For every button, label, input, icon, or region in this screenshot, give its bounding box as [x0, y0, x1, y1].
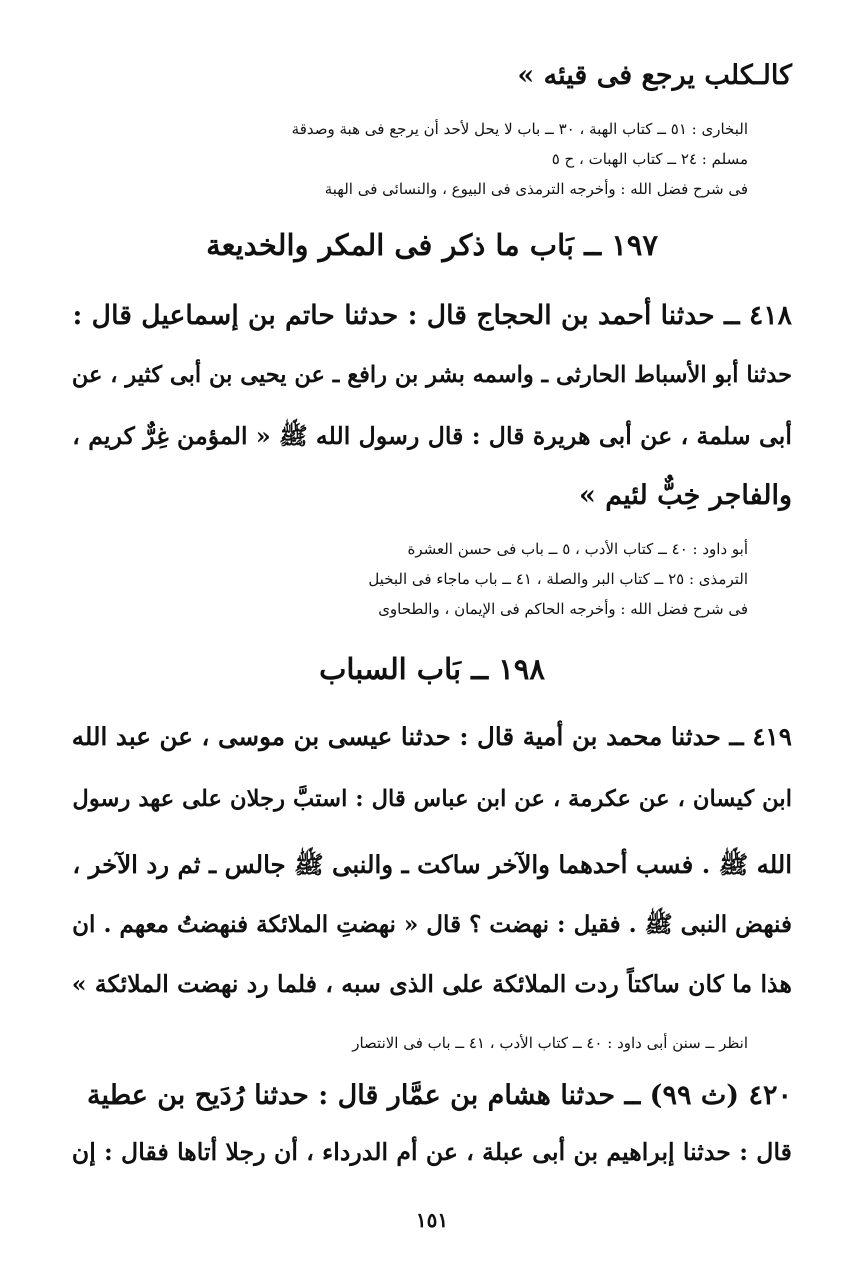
chapter-heading: ١٩٨ ــ بَاب السباب [319, 652, 545, 686]
text-line: حدثنا أبو الأسباط الحارثى ـ واسمه بشر بن رافع ـ عن يحيى بن أبى كثير ، عن [71, 362, 792, 388]
footnote-line: انظر ــ سنن أبى داود : ٤٠ ــ كتاب الأدب ، ٤١ ــ باب فى الانتصار [352, 1034, 748, 1052]
text-line: أبى سلمة ، عن أبى هريرة قال : قال رسول الله ﷺ « المؤمن غِرٌّ كريم ، [72, 422, 792, 450]
footnote-line: البخارى : ٥١ ــ كتاب الهبة ، ٣٠ ــ باب لا يحل لأحد أن يرجع فى هبة وصدقة [291, 120, 748, 138]
page-number: ١٥١ [415, 1208, 449, 1232]
footnote-line: مسلم : ٢٤ ــ كتاب الهبات ، ح ٥ [551, 150, 748, 168]
footnote-line: فى شرح فضل الله : وأخرجه الترمذى فى البيوع ، والنسائى فى الهبة [324, 180, 748, 198]
text-line: قال : حدثنا إبراهيم بن أبى عبلة ، عن أم الدرداء ، أن رجلا أتاها فقال : إن [71, 1138, 792, 1166]
text-line: ابن كيسان ، عن عكرمة ، عن ابن عباس قال : استبَّ رجلان على عهد رسول [72, 786, 792, 812]
footnote-line: الترمذى : ٢٥ ــ كتاب البر والصلة ، ٤١ ــ باب ماجاء فى البخيل [368, 570, 748, 588]
footnote-line: أبو داود : ٤٠ ــ كتاب الأدب ، ٥ ــ باب فى حسن العشرة [407, 540, 748, 558]
text-line: هذا ما كان ساكتاً ردت الملائكة على الذى سبه ، فلما رد نهضت الملائكة » [71, 970, 792, 998]
text-line: ٤١٩ ــ حدثنا محمد بن أمية قال : حدثنا عيسى بن موسى ، عن عبد الله [71, 722, 792, 751]
text-line: الله ﷺ . فسب أحدهما والآخر ساكت ـ والنبى ﷺ جالس ـ ثم رد الآخر ، [72, 850, 792, 879]
text-line: فنهض النبى ﷺ . فقيل : نهضت ؟ قال « نهضتِ الملائكة فنهضتُ معهم . ان [72, 911, 792, 938]
text-line: كالـكلب يرجع فى قيئه » [517, 60, 792, 91]
text-line: ٤٢٠ (ث ٩٩) ــ حدثنا هشام بن عمَّار قال : حدثنا رُدَيح بن عطية [86, 1080, 792, 1111]
text-line: ٤١٨ ــ حدثنا أحمد بن الحجاج قال : حدثنا حاتم بن إسماعيل قال : [72, 300, 792, 331]
footnote-line: فى شرح فضل الله : وأخرجه الحاكم فى الإيمان ، والطحاوى [378, 600, 748, 618]
text-line: والفاجر خِبٌّ لئيم » [578, 480, 792, 511]
chapter-heading: ١٩٧ ــ بَاب ما ذكر فى المكر والخديعة [206, 228, 658, 262]
